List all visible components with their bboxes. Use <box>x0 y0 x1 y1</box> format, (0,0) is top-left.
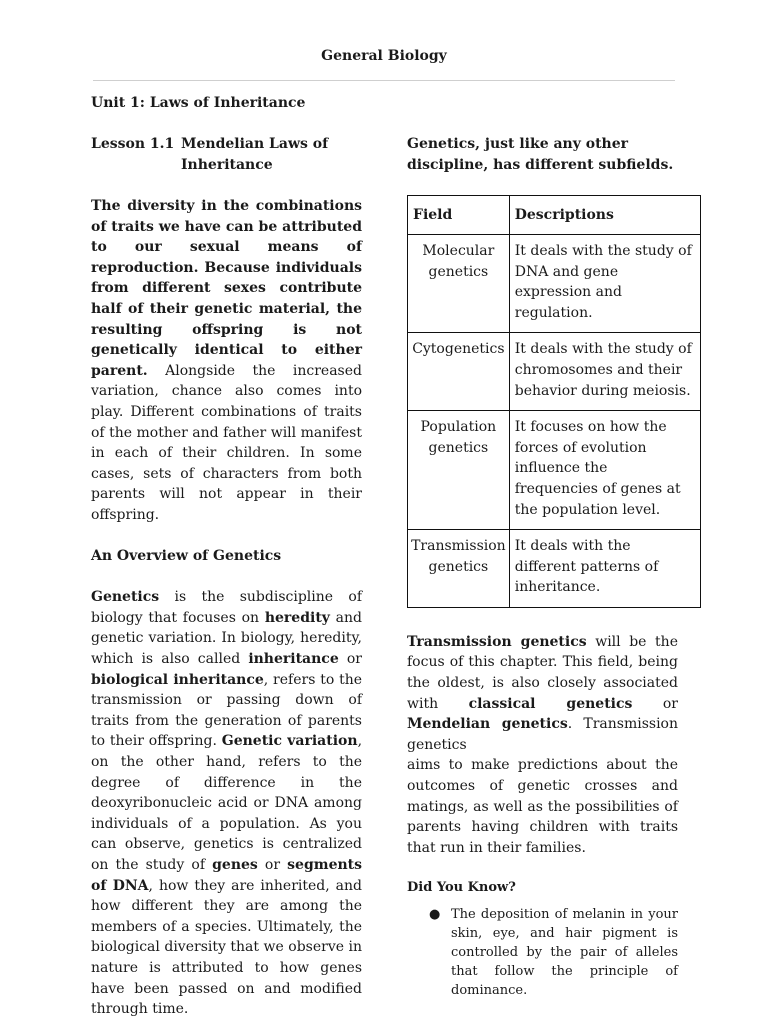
overview-text: , on the other hand, refers to the degree of difference in the deoxyribonucleic acid or DNA among individuals of a population. As you can observe, genetics is centralized on the study of <box>91 733 363 873</box>
header-divider <box>93 80 675 81</box>
table-row <box>408 234 701 332</box>
overview-paragraph <box>91 587 362 1019</box>
description-cell: It deals with the study of DNA and gene expression and regulation. <box>509 234 700 332</box>
description-cell: It deals with the different patterns of inheritance. <box>509 530 700 608</box>
bullet-icon: ● <box>429 907 441 922</box>
page-header: General Biology <box>321 48 447 64</box>
overview-text: or <box>257 856 288 873</box>
right-column <box>407 93 692 1000</box>
term-biological-inheritance: biological inheritance <box>91 671 264 688</box>
term-genetic-variation: Genetic variation <box>221 733 358 750</box>
table-row <box>408 411 701 530</box>
overview-heading: An Overview of Genetics <box>91 548 282 565</box>
overview-text: and genetic variation. In biology, heredity, which is also called <box>91 609 362 668</box>
transmission-paragraph <box>407 632 678 859</box>
field-cell: Population genetics <box>408 411 510 530</box>
fact-text: The deposition of melanin in your skin, eye, and hair pigment is controlled by the pair of alleles that follow the principle of dominance. <box>451 907 678 998</box>
field-cell: Cytogenetics <box>408 333 510 411</box>
column-header-field: Field <box>408 196 510 235</box>
table-row <box>408 333 701 411</box>
lesson-number: Lesson 1.1 <box>91 136 175 153</box>
overview-text: , how they are inherited, and how different they are among the members of a species. Ultimately, the biological diversity that we observe in nature is attributed to how genes have been passed on and modified through time. <box>91 877 362 1018</box>
overview-text: is the subdiscipline of biology that focuses on <box>91 589 362 626</box>
transmission-text: or <box>632 695 678 712</box>
did-you-know-title: Did You Know? <box>407 880 516 896</box>
transmission-text: . Transmission genetics <box>407 716 678 753</box>
term-segments-of-dna: segments of DNA <box>91 856 362 894</box>
subfields-heading: Genetics, just like any other discipline, has different subfields. <box>407 136 674 173</box>
lesson-heading <box>91 134 362 175</box>
term-mendelian-genetics: Mendelian genetics <box>407 716 568 733</box>
field-cell: Transmission genetics <box>408 530 510 608</box>
intro-bold-text: The diversity in the combinations of traits we have can be attributed to our sexual means of reproduction. Because individuals from different sexes contribute half of their genetic material, the resulting offspring is not genetically identical to either parent. <box>91 197 362 379</box>
overview-text: , refers to the transmission or passing down of traits from the generation of parents to their offspring. <box>91 671 362 750</box>
description-cell: It deals with the study of chromosomes and their behavior during meiosis. <box>509 333 700 411</box>
did-you-know-list <box>407 905 678 1000</box>
transmission-text: will be the focus of this chapter. This field, being the oldest, is also closely associated with <box>407 633 678 712</box>
lesson-title: Mendelian Laws of Inheritance <box>181 136 329 173</box>
term-transmission-genetics: Transmission genetics <box>407 633 587 650</box>
subfields-table <box>407 195 701 608</box>
list-item <box>429 905 678 1000</box>
term-heredity: heredity <box>264 609 330 626</box>
table-header-row <box>408 196 701 235</box>
unit-title: Unit 1: Laws of Inheritance <box>91 95 306 111</box>
description-cell: It focuses on how the forces of evolution influence the frequencies of genes at the population level. <box>509 411 700 530</box>
left-column <box>91 93 362 1020</box>
transmission-text: aims to make predictions about the outcomes of genetic crosses and matings, as well as the possibilities of parents having children with traits that run in their families. <box>407 757 678 856</box>
overview-text: or <box>338 651 362 668</box>
term-genes: genes <box>212 856 258 873</box>
column-header-descriptions: Descriptions <box>509 196 700 235</box>
intro-text: Alongside the increased variation, chance also comes into play. Different combinations of traits of the mother and father will manifest in each of their children. In some cases, sets of characters from both parents will not appear in their offspring. <box>91 362 362 523</box>
term-genetics: Genetics <box>91 589 160 606</box>
term-classical-genetics: classical genetics <box>468 695 633 712</box>
intro-paragraph <box>91 196 362 526</box>
term-inheritance: inheritance <box>248 651 339 668</box>
table-row <box>408 530 701 608</box>
field-cell: Molecular genetics <box>408 234 510 332</box>
